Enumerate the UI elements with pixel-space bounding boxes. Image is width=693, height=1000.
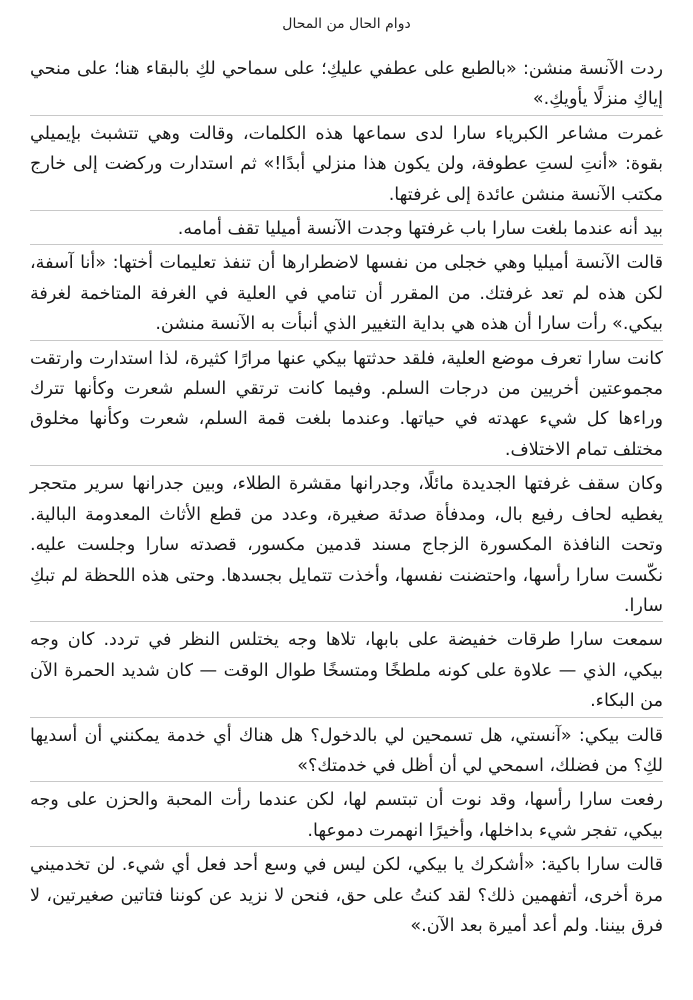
body-text bbox=[30, 54, 663, 941]
running-header: دوام الحال من المحال bbox=[282, 16, 411, 32]
paragraph: قالت بيكي: «آنستي، هل تسمحين لي بالدخول؟ هل هناك أي خدمة يمكنني أن أسديها لكِ؟ من فضلك، اسمحي لي أن أظل في خدمتك؟» bbox=[30, 721, 663, 783]
paragraph: بيد أنه عندما بلغت سارا باب غرفتها وجدت الآنسة أميليا تقف أمامه. bbox=[30, 214, 663, 245]
paragraph: رفعت سارا رأسها، وقد نوت أن تبتسم لها، لكن عندما رأت المحبة والحزن على وجه بيكي، تفجر شيء بداخلها، وأخيرًا انهمرت دموعها. bbox=[30, 785, 663, 847]
paragraph: ردت الآنسة منشن: «بالطبع على عطفي عليكِ؛ على سماحي لكِ بالبقاء هنا؛ على منحي إياكِ منزلًا يأويكِ.» bbox=[30, 54, 663, 116]
paragraph: سمعت سارا طرقات خفيضة على بابها، تلاها وجه يختلس النظر في تردد. كان وجه بيكي، الذي — علاوة على كونه ملطخًا ومتسخًا طوال الوقت — كان شديد الحمرة الآن من البكاء. bbox=[30, 625, 663, 717]
paragraph: غمرت مشاعر الكبرياء سارا لدى سماعها هذه الكلمات، وقالت وهي تتشبث بإيميلي بقوة: «أنتِ لستِ عطوفة، ولن يكون هذا منزلي أبدًا!» ثم استدارت وركضت إلى خارج مكتب الآنسة منشن عائدة إلى غرفتها. bbox=[30, 119, 663, 211]
paragraph: قالت سارا باكية: «أشكرك يا بيكي، لكن ليس في وسع أحد فعل أي شيء. لن تخدميني مرة أخرى، أتفهمين ذلك؟ لقد كنتُ على حق، فنحن لا نزيد عن كوننا فتاتين صغيرتين، لا فرق بيننا. ولم أعد أميرة بعد الآن.» bbox=[30, 855, 663, 936]
paragraph: وكان سقف غرفتها الجديدة مائلًا، وجدرانها مقشرة الطلاء، وبين جدرانها سرير متحجر يغطيه لحاف رفيع بال، ومدفأة صدئة صغيرة، وعدد من قطع الأثاث المعدومة البالية. وتحت النافذة المكسورة الزجاج مسند قدمين مكسور، قصدته سارا وجلست عليه. نكّست سارا رأسها، واحتضنت نفسها، وأخذت تتمايل بجسدها. وحتى هذه اللحظة لم تبكِ سارا. bbox=[30, 469, 663, 622]
paragraph: كانت سارا تعرف موضع العلية، فلقد حدثتها بيكي عنها مرارًا كثيرة، لذا استدارت وارتقت مجموعتين أخريين من درجات السلم. وفيما كانت ترتقي السلم شعرت وكأنها تترك وراءها كل شيء عهدته في حياتها. وعندما بلغت قمة السلم، شعرت وكأنها مخلوق مختلف تمام الاختلاف. bbox=[30, 344, 663, 467]
paragraph: قالت الآنسة أميليا وهي خجلى من نفسها لاضطرارها أن تنفذ تعليمات أختها: «أنا آسفة، لكن هذه لم تعد غرفتك. من المقرر أن تنامي في العلية في الغرفة المتاخمة لغرفة بيكي.» رأت سارا أن هذه هي بداية التغيير الذي أنبأت به الآنسة منشن. bbox=[30, 248, 663, 340]
